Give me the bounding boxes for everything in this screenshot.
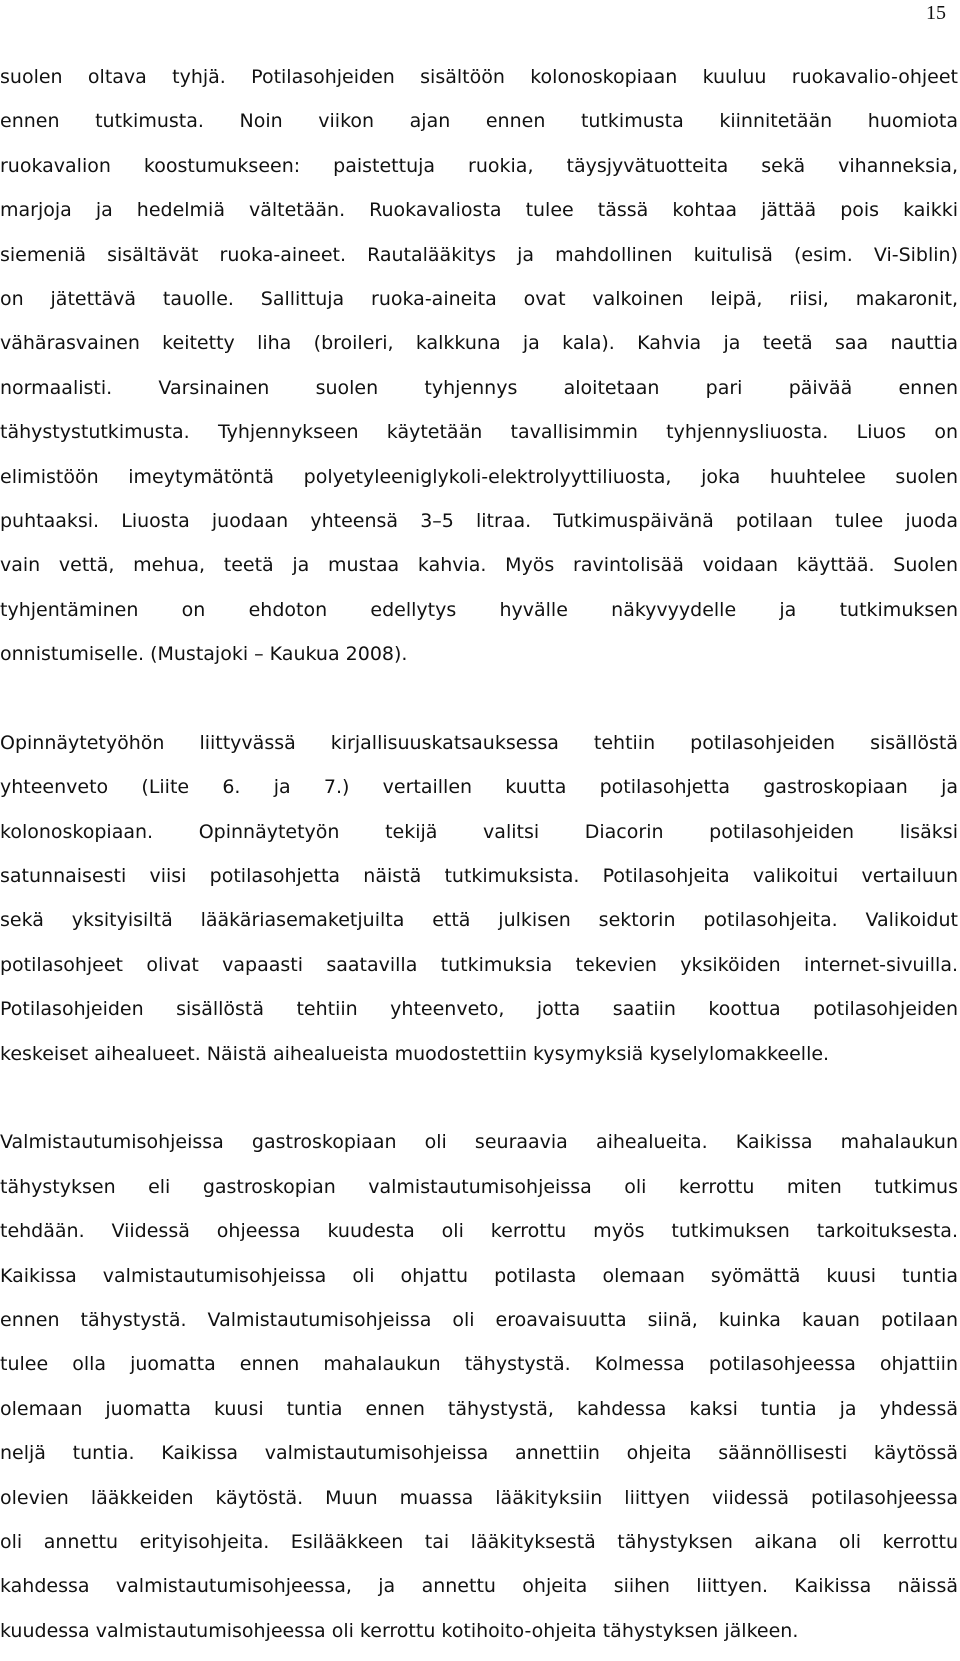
text-line: kahdessa valmistautumisohjeessa, ja annettu ohjeita siihen liittyen. Kaikissa näissä — [0, 1575, 958, 1598]
paragraph-literature-review — [0, 721, 958, 1076]
text-line: ennen tähystystä. Valmistautumisohjeissa oli eroavaisuutta siinä, kuinka kauan potilaan — [0, 1308, 958, 1331]
paragraph-gastroscopy-preparation — [0, 1120, 958, 1653]
text-line: elimistöön imeytymätöntä polyetyleeniglykoli-elektrolyyttiliuosta, joka huuhtelee suolen — [0, 465, 958, 488]
text-line: kuudessa valmistautumisohjeessa oli kerrottu kotihoito-ohjeita tähystyksen jälkeen. — [0, 1619, 799, 1642]
text-line: yhteenveto (Liite 6. ja 7.) vertaillen kuutta potilasohjetta gastroskopiaan ja — [0, 776, 958, 799]
text-line: on jätettävä tauolle. Sallittuja ruoka-aineita ovat valkoinen leipä, riisi, makaronit, — [0, 287, 958, 310]
text-line: Potilasohjeiden sisällöstä tehtiin yhteenveto, jotta saatiin koottua potilasohjeiden — [0, 998, 958, 1021]
paragraph-gap — [0, 676, 958, 720]
text-line: vähärasvainen keitetty liha (broileri, kalkkuna ja kala). Kahvia ja teetä saa nauttia — [0, 332, 958, 355]
text-line: tehdään. Viidessä ohjeessa kuudesta oli kerrottu myös tutkimuksen tarkoituksesta. — [0, 1220, 958, 1243]
text-line: ennen tutkimusta. Noin viikon ajan ennen tutkimusta kiinnitetään huomiota — [0, 110, 958, 133]
text-line: Valmistautumisohjeissa gastroskopiaan oli seuraavia aihealueita. Kaikissa mahalaukun — [0, 1131, 958, 1154]
text-line: Opinnäytetyöhön liittyvässä kirjallisuuskatsauksessa tehtiin potilasohjeiden sisällöstä — [0, 731, 958, 754]
document-body — [0, 55, 958, 1653]
text-line: marjoja ja hedelmiä vältetään. Ruokavaliosta tulee tässä kohtaa jättää pois kaikki — [0, 199, 958, 222]
text-line: tyhjentäminen on ehdoton edellytys hyvälle näkyvyydelle ja tutkimuksen — [0, 598, 958, 621]
text-line: Kaikissa valmistautumisohjeissa oli ohjattu potilasta olemaan syömättä kuusi tuntia — [0, 1264, 958, 1287]
text-line: ruokavalion koostumukseen: paistettuja ruokia, täysjyvätuotteita sekä vihanneksia, — [0, 154, 958, 177]
text-line: potilasohjeet olivat vapaasti saatavilla tutkimuksia tekevien yksiköiden internet-sivuilla. — [0, 953, 958, 976]
text-line: tähystystutkimusta. Tyhjennykseen käytetään tavallisimmin tyhjennysliuosta. Liuos on — [0, 421, 958, 444]
text-line: normaalisti. Varsinainen suolen tyhjennys aloitetaan pari päivää ennen — [0, 376, 958, 399]
text-line: tähystyksen eli gastroskopian valmistautumisohjeissa oli kerrottu miten tutkimus — [0, 1175, 958, 1198]
text-line: tulee olla juomatta ennen mahalaukun tähystystä. Kolmessa potilasohjeessa ohjattiin — [0, 1353, 958, 1376]
text-line: suolen oltava tyhjä. Potilasohjeiden sisältöön kolonoskopiaan kuuluu ruokavalio-ohjeet — [0, 66, 958, 88]
text-line: olemaan juomatta kuusi tuntia ennen tähystystä, kahdessa kaksi tuntia ja yhdessä — [0, 1397, 958, 1420]
text-line: siemeniä sisältävät ruoka-aineet. Rautalääkitys ja mahdollinen kuitulisä (esim. Vi-Siblin) — [0, 243, 958, 266]
paragraph-gap — [0, 1076, 958, 1120]
text-line: satunnaisesti viisi potilasohjetta näistä tutkimuksista. Potilasohjeita valikoitui vertailuun — [0, 865, 958, 888]
text-line: neljä tuntia. Kaikissa valmistautumisohjeissa annettiin ohjeita säännöllisesti käytössä — [0, 1442, 958, 1465]
text-line: sekä yksityisiltä lääkäriasemaketjuilta että julkisen sektorin potilasohjeita. Valikoidut — [0, 909, 958, 932]
text-line: puhtaaksi. Liuosta juodaan yhteensä 3–5 litraa. Tutkimuspäivänä potilaan tulee juoda — [0, 509, 958, 532]
text-line: onnistumiselle. (Mustajoki – Kaukua 2008). — [0, 643, 408, 666]
page-number: 15 — [926, 2, 946, 24]
text-line: kolonoskopiaan. Opinnäytetyön tekijä valitsi Diacorin potilasohjeiden lisäksi — [0, 820, 958, 843]
text-line: oli annettu erityisohjeita. Esilääkkeen tai lääkityksestä tähystyksen aikana oli kerrottu — [0, 1530, 958, 1553]
text-line: vain vettä, mehua, teetä ja mustaa kahvia. Myös ravintolisää voidaan käyttää. Suolen — [0, 554, 958, 577]
paragraph-colonoscopy-diet — [0, 55, 958, 676]
text-line: olevien lääkkeiden käytöstä. Muun muassa lääkityksiin liittyen viidessä potilasohjeessa — [0, 1486, 958, 1509]
text-line: keskeiset aihealueet. Näistä aihealueista muodostettiin kysymyksiä kyselylomakkeelle. — [0, 1042, 830, 1065]
